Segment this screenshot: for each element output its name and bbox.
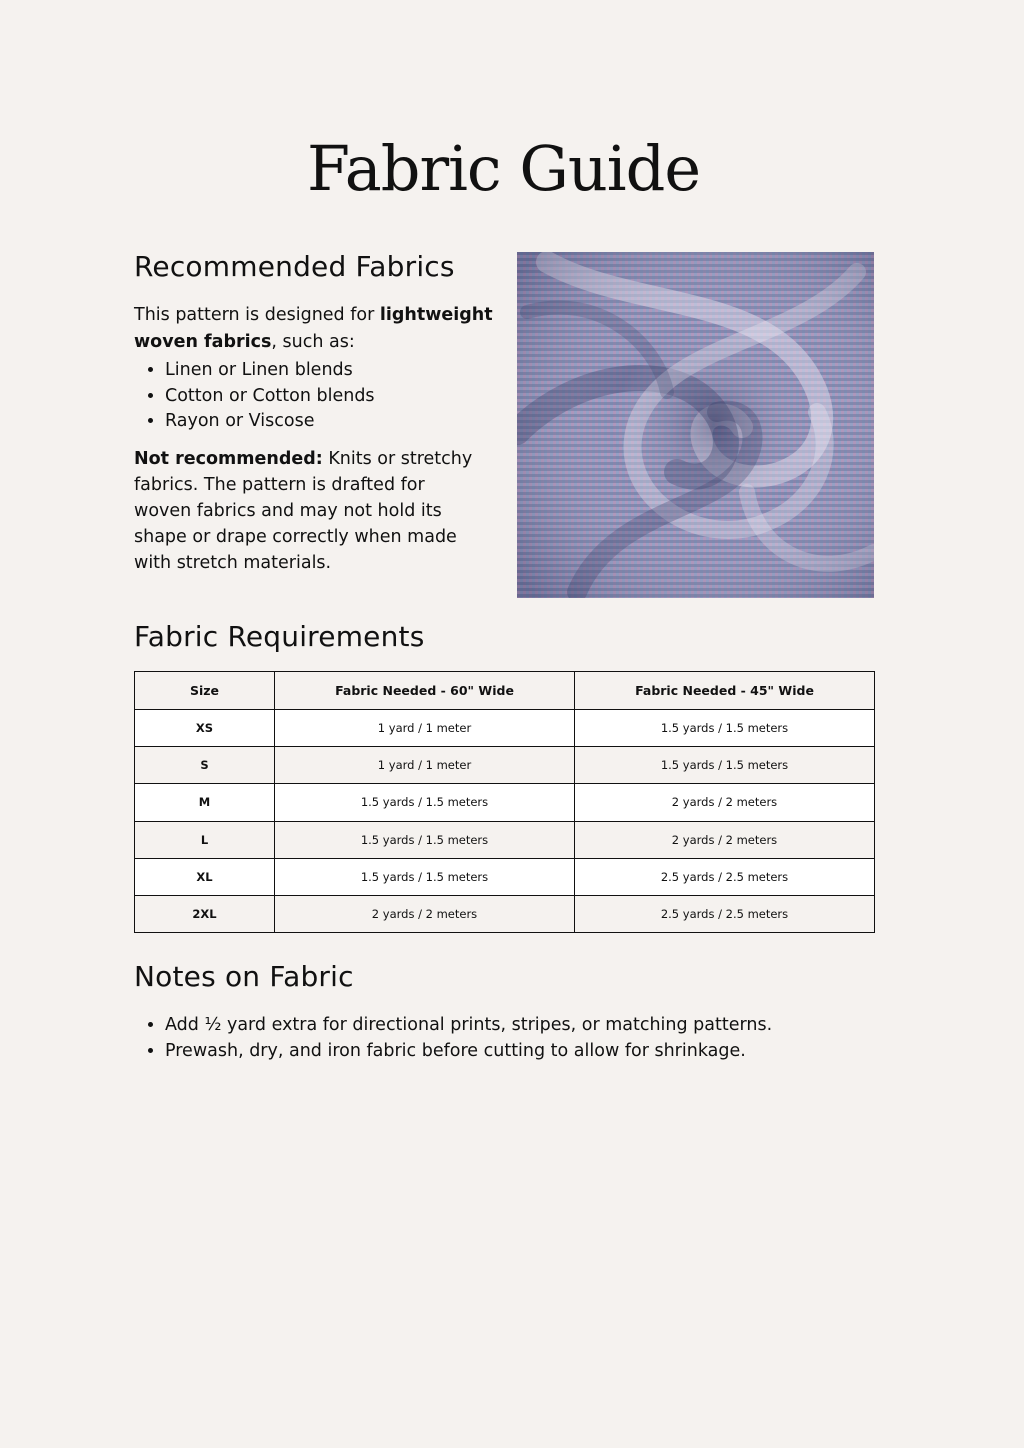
column-header-45-wide: Fabric Needed - 45" Wide	[575, 672, 875, 710]
intro-text-pre: This pattern is designed for	[134, 305, 380, 325]
fabric-60-cell: 1.5 yards / 1.5 meters	[275, 821, 575, 858]
table-row	[135, 895, 875, 932]
list-item: • Rayon or Viscose	[165, 409, 375, 435]
fabric-45-cell: 2 yards / 2 meters	[575, 784, 875, 821]
recommended-fabric-list	[134, 358, 375, 435]
intro-text-post: , such as:	[271, 332, 355, 352]
fabric-notes-list	[134, 1013, 925, 1064]
size-cell: M	[135, 784, 275, 821]
list-item: • Cotton or Cotton blends	[165, 384, 375, 410]
table-row	[135, 858, 875, 895]
table-row	[135, 747, 875, 784]
not-recommended-text: Knits or stretchy fabrics. The pattern is drafted for woven fabrics and may not hold its shape or drape correctly when made with stretch materials.	[134, 449, 473, 573]
table-row	[135, 821, 875, 858]
notes-on-fabric-heading: Notes on Fabric	[134, 960, 354, 993]
fabric-45-cell: 2 yards / 2 meters	[575, 821, 875, 858]
fabric-60-cell: 2 yards / 2 meters	[275, 895, 575, 932]
fabric-requirements-table	[134, 671, 875, 933]
list-item: • Prewash, dry, and iron fabric before cutting to allow for shrinkage.	[165, 1039, 925, 1065]
column-header-size: Size	[135, 672, 275, 710]
recommended-fabrics-heading: Recommended Fabrics	[134, 250, 455, 283]
column-header-60-wide: Fabric Needed - 60" Wide	[275, 672, 575, 710]
intro-text-bold: lightweight woven fabrics	[134, 305, 493, 352]
not-recommended-label: Not recommended:	[134, 449, 323, 469]
page-title: Fabric Guide	[306, 132, 701, 205]
fabric-60-cell: 1 yard / 1 meter	[275, 710, 575, 747]
size-cell: 2XL	[135, 895, 275, 932]
list-item: • Linen or Linen blends	[165, 358, 375, 384]
fabric-requirements-heading: Fabric Requirements	[134, 620, 425, 653]
list-item: • Add ½ yard extra for directional prints, stripes, or matching patterns.	[165, 1013, 925, 1039]
fabric-45-cell: 2.5 yards / 2.5 meters	[575, 858, 875, 895]
fabric-swirl-image	[517, 252, 874, 598]
table-header-row	[135, 672, 875, 710]
fabric-60-cell: 1 yard / 1 meter	[275, 747, 575, 784]
table-row	[135, 710, 875, 747]
size-cell: XS	[135, 710, 275, 747]
recommended-intro	[134, 302, 494, 356]
fabric-45-cell: 1.5 yards / 1.5 meters	[575, 747, 875, 784]
size-cell: XL	[135, 858, 275, 895]
fabric-60-cell: 1.5 yards / 1.5 meters	[275, 784, 575, 821]
table-row	[135, 784, 875, 821]
not-recommended-paragraph	[134, 446, 484, 576]
size-cell: L	[135, 821, 275, 858]
fabric-45-cell: 2.5 yards / 2.5 meters	[575, 895, 875, 932]
fabric-45-cell: 1.5 yards / 1.5 meters	[575, 710, 875, 747]
fabric-60-cell: 1.5 yards / 1.5 meters	[275, 858, 575, 895]
size-cell: S	[135, 747, 275, 784]
